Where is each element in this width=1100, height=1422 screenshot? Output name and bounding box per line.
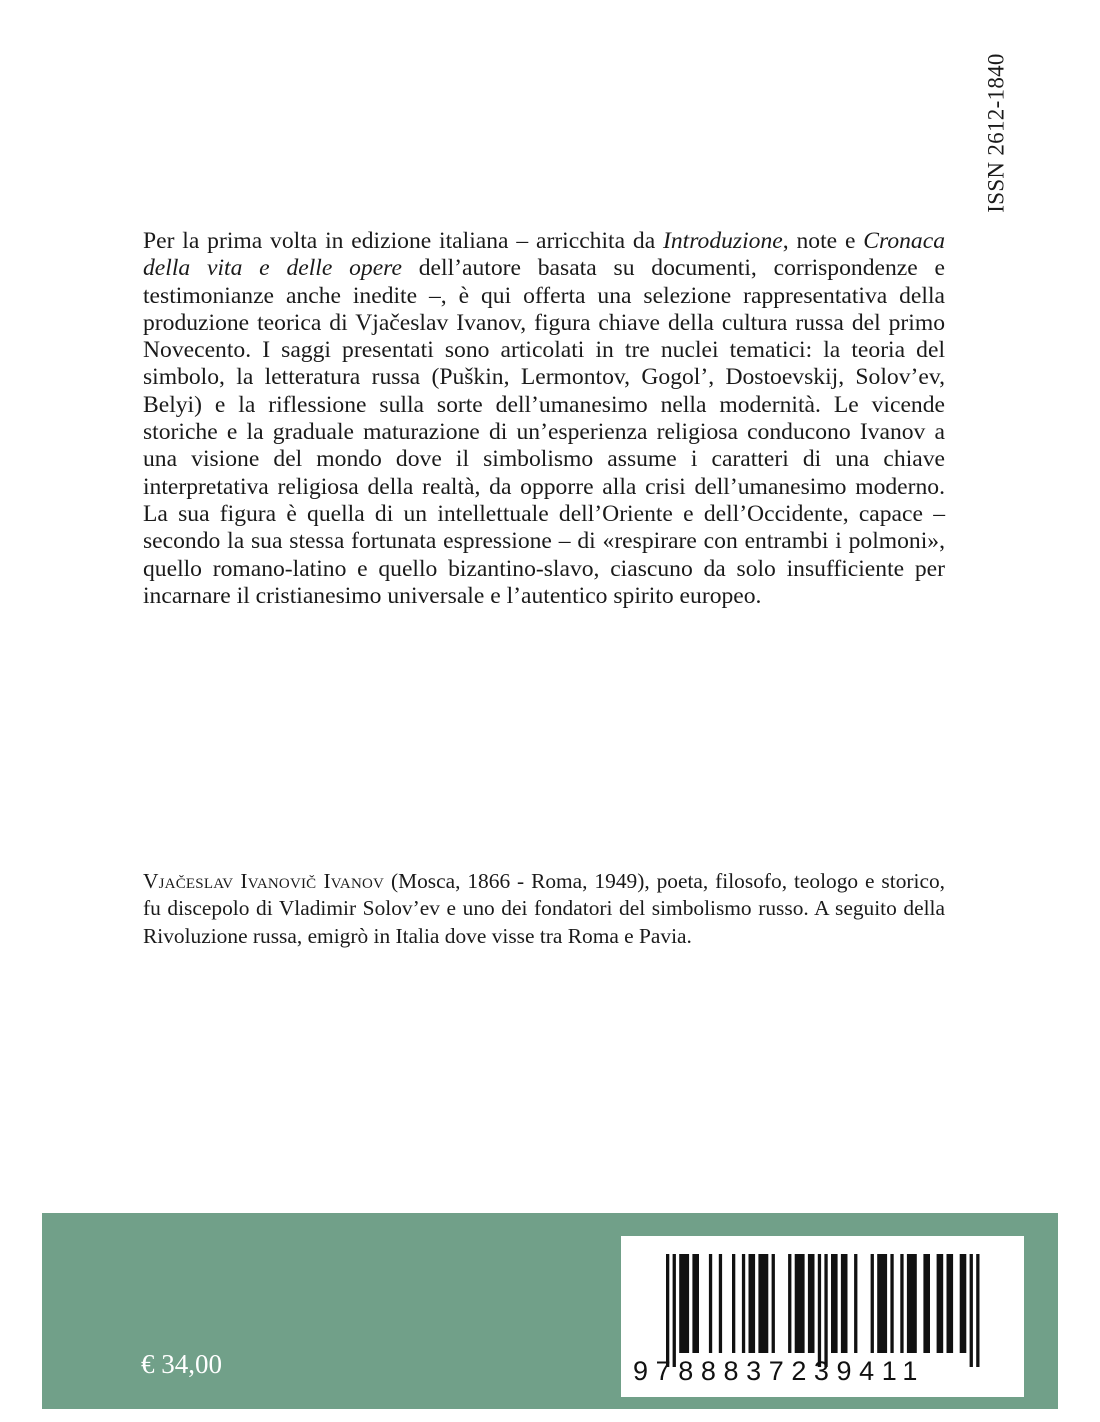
barcode xyxy=(621,1236,1024,1397)
barcode-bar xyxy=(947,1254,954,1353)
bottom-band xyxy=(42,1213,1058,1409)
barcode-bar xyxy=(808,1254,815,1353)
barcode-bar xyxy=(907,1254,917,1353)
barcode-bar xyxy=(692,1254,699,1353)
price-label: € 34,00 xyxy=(141,1349,222,1379)
barcode-bar xyxy=(709,1254,712,1353)
barcode-bar xyxy=(937,1254,944,1353)
author-name: Vjačeslav Ivanovič Ivanov xyxy=(143,869,385,893)
barcode-bar xyxy=(960,1254,967,1353)
barcode-bar xyxy=(818,1254,821,1367)
barcode-bar xyxy=(732,1254,735,1353)
author-bio-text: (Mosca, 1866 - Roma, 1949), poeta, filosofo, teologo e storico, fu discepolo di Vladimir Solov’ev e uno dei fondatori del simbolismo russo. A seguito della Rivoluzione russa, emigrò in Italia dove visse tra Roma e Pavia. xyxy=(143,869,946,948)
isbn-number: 9788837239411 xyxy=(633,1356,926,1386)
barcode-bar xyxy=(877,1254,887,1353)
barcode-bar xyxy=(923,1254,930,1353)
blurb-text-3: dell’autore basata su documenti, corrispondenze e testimonianze anche inedite –, è qui offerta una selezione rappresentativa della produzione teorica di Vjačeslav Ivanov, figura chiave della cultura russa del primo Novecento. I saggi presentati sono articolati in tre nuclei tematici: la teoria del simbolo, la letteratura russa (Puškin, Lermontov, Gogol’, Dostoevskij, Solov’ev, Belyi) e la riflessione sulla sorte dell’umanesimo nella modernità. Le vicende storiche e la graduale maturazione di un’esperienza religiosa conducono Ivanov a una visione del mondo dove il simbolismo assume i caratteri di una chiave interpretativa religiosa della realtà, da opporre alla crisi dell’umanesimo moderno. La sua figura è quella di un intellettuale dell’Oriente e dell’Occidente, capace – secondo la sua stessa fortunata espressione – di «respirare con entrambi i polmoni», quello romano-latino e quello bizantino-slavo, ciascuno da solo insufficiente per incarnare il cristianesimo universale e l’autentico spirito europeo. xyxy=(143,255,945,609)
barcode-bar xyxy=(890,1254,893,1353)
barcode-bar xyxy=(824,1254,827,1367)
barcode-bar xyxy=(788,1254,791,1353)
barcode-bar xyxy=(900,1254,903,1353)
barcode-bar xyxy=(666,1254,669,1367)
barcode-bar xyxy=(679,1254,689,1353)
barcode-bar xyxy=(831,1254,838,1353)
blurb-paragraph xyxy=(143,228,945,610)
barcode-bar xyxy=(871,1254,874,1353)
barcode-bar xyxy=(673,1254,676,1367)
barcode-bar xyxy=(719,1254,722,1353)
blurb-italic-introduzione: Introduzione xyxy=(663,228,783,254)
barcode-bar xyxy=(795,1254,805,1353)
issn-text: ISSN 2612-1840 xyxy=(984,52,1009,213)
author-bio xyxy=(143,868,945,950)
barcode-bar xyxy=(772,1254,775,1353)
barcode-bar xyxy=(749,1254,756,1353)
barcode-bar xyxy=(758,1254,768,1353)
blurb-text-2: , note e xyxy=(782,228,864,254)
barcode-bar xyxy=(841,1254,848,1353)
barcode-bar xyxy=(854,1254,857,1353)
issn-label xyxy=(967,45,1027,220)
barcode-bar xyxy=(970,1254,973,1367)
blurb-text-1: Per la prima volta in edizione italiana – arricchita da xyxy=(143,228,664,254)
blurb-italic-cronaca: Cronaca della vita e delle opere xyxy=(143,228,945,282)
barcode-bar xyxy=(742,1254,745,1353)
barcode-bar xyxy=(976,1254,979,1367)
